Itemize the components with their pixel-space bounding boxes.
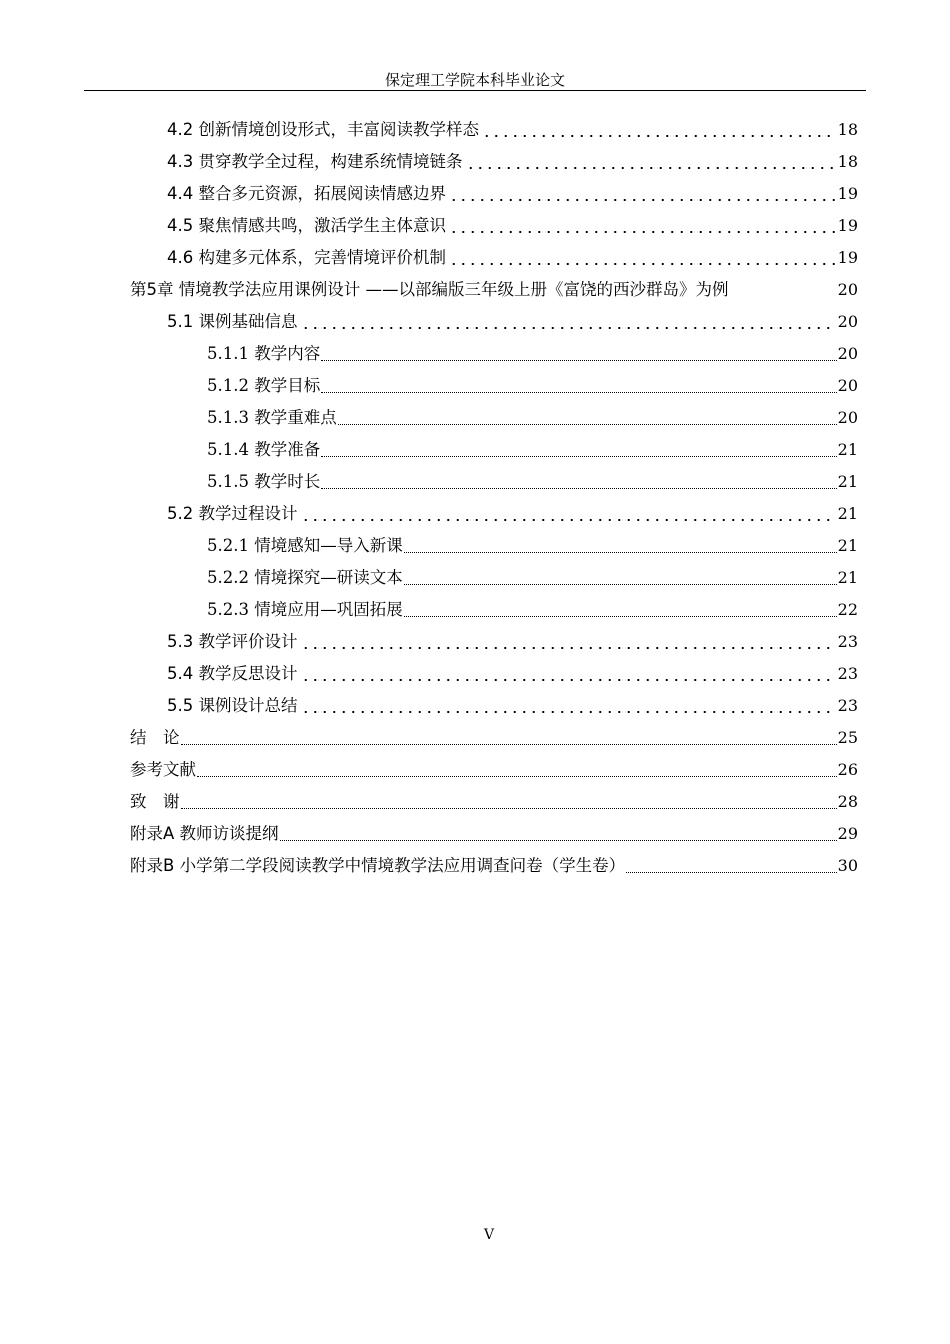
toc-leader-dots <box>298 306 838 338</box>
toc-entry-title: 5.1 课例基础信息 <box>167 312 298 331</box>
toc-entry[interactable] <box>0 658 858 690</box>
toc-page-number: 20 <box>837 408 858 427</box>
toc-page-number: 19 <box>837 184 858 203</box>
toc-entry-title: 附录A 教师访谈提纲 <box>130 824 279 843</box>
header-rule <box>84 90 866 91</box>
toc-entry[interactable] <box>0 690 858 722</box>
toc-entry-title: 4.5 聚焦情感共鸣，激活学生主体意识 <box>167 216 446 235</box>
toc-entry-title: 5.2.1 情境感知—导入新课 <box>207 536 403 555</box>
toc-entry[interactable] <box>0 594 858 626</box>
toc-page-number: 26 <box>837 760 858 779</box>
toc-entry[interactable] <box>0 498 858 530</box>
toc-page-number: 21 <box>837 504 858 523</box>
toc-page-number: 18 <box>837 120 858 139</box>
toc-leader-dots <box>279 818 838 850</box>
toc-leader-dots <box>180 786 838 818</box>
toc-leader-dots <box>446 178 838 210</box>
toc-page-number: 21 <box>837 536 858 555</box>
toc-leader-dots <box>298 658 838 690</box>
toc-entry[interactable] <box>0 402 858 434</box>
toc-page-number: 25 <box>837 728 858 747</box>
toc-leader-dots <box>403 562 838 594</box>
toc-entry-title: 附录B 小学第二学段阅读教学中情境教学法应用调查问卷（学生卷） <box>130 856 626 875</box>
toc-entry-title: 5.2 教学过程设计 <box>167 504 298 523</box>
toc-entry[interactable] <box>0 754 858 786</box>
toc-entry[interactable] <box>0 466 858 498</box>
toc-entry-title: 参考文献 <box>130 760 196 779</box>
toc-entry[interactable] <box>0 850 858 882</box>
toc-page-number: 19 <box>837 248 858 267</box>
toc-entry-title: 5.3 教学评价设计 <box>167 632 298 651</box>
toc-page-number: 22 <box>837 600 858 619</box>
toc-entry-title: 5.1.4 教学准备 <box>207 440 321 459</box>
toc-leader-dots <box>337 402 838 434</box>
toc-page-number: 29 <box>837 824 858 843</box>
toc-page-number: 21 <box>837 568 858 587</box>
toc-entry[interactable] <box>0 178 858 210</box>
toc-entry[interactable] <box>0 210 858 242</box>
toc-leader-dots <box>196 754 838 786</box>
toc-entry[interactable] <box>0 562 858 594</box>
toc-entry[interactable] <box>0 306 858 338</box>
toc-page-number: 23 <box>837 632 858 651</box>
toc-leader-dots <box>320 338 837 370</box>
toc-leader-dots <box>298 690 838 722</box>
toc-leader-dots <box>298 498 838 530</box>
toc-leader-dots <box>403 530 838 562</box>
toc-entry-title: 5.1.2 教学目标 <box>207 376 321 395</box>
toc-entry-title: 5.4 教学反思设计 <box>167 664 298 683</box>
toc-entry-title: 5.2.2 情境探究—研读文本 <box>207 568 403 587</box>
toc-page-number: 20 <box>837 344 858 363</box>
toc-entry-title: 4.6 构建多元体系，完善情境评价机制 <box>167 248 446 267</box>
toc-leader-dots <box>180 722 838 754</box>
toc-page-number: 20 <box>837 280 858 299</box>
toc-entry-title: 5.1.3 教学重难点 <box>207 408 337 427</box>
toc-leader-dots <box>625 850 838 882</box>
toc-entry-title: 5.2.3 情境应用—巩固拓展 <box>207 600 403 619</box>
toc-entry-title: 5.1.5 教学时长 <box>207 472 321 491</box>
page-number: V <box>483 1227 495 1243</box>
toc-entry[interactable] <box>0 274 858 306</box>
toc-page-number: 21 <box>837 440 858 459</box>
toc-entry-title: 致 谢 <box>130 792 180 811</box>
toc-leader-dots <box>729 274 838 306</box>
toc-entry-title: 第5章 情境教学法应用课例设计 ——以部编版三年级上册《富饶的西沙群岛》为例 <box>130 280 729 299</box>
toc-entry-title: 4.2 创新情境创设形式，丰富阅读教学样态 <box>167 120 479 139</box>
toc-page-number: 30 <box>837 856 858 875</box>
toc-page-number: 23 <box>837 696 858 715</box>
toc-entry[interactable] <box>0 530 858 562</box>
toc-leader-dots <box>446 242 838 274</box>
toc-leader-dots <box>320 466 837 498</box>
toc-entry[interactable] <box>0 146 858 178</box>
toc-leader-dots <box>320 434 837 466</box>
toc-entry[interactable] <box>0 722 858 754</box>
toc-leader-dots <box>479 114 838 146</box>
toc-entry[interactable] <box>0 786 858 818</box>
toc-page-number: 23 <box>837 664 858 683</box>
toc-entry-title: 4.3 贯穿教学全过程，构建系统情境链条 <box>167 152 463 171</box>
toc-entry[interactable] <box>0 434 858 466</box>
toc-page-number: 20 <box>837 376 858 395</box>
toc-entry[interactable] <box>0 338 858 370</box>
toc-page-number: 28 <box>837 792 858 811</box>
toc-entry-title: 结 论 <box>130 728 180 747</box>
toc-page-number: 19 <box>837 216 858 235</box>
toc-entry-title: 5.1.1 教学内容 <box>207 344 321 363</box>
toc-leader-dots <box>446 210 838 242</box>
toc-entry[interactable] <box>0 370 858 402</box>
toc-entry[interactable] <box>0 242 858 274</box>
running-header: 保定理工学院本科毕业论文 <box>384 71 565 89</box>
toc-entry[interactable] <box>0 818 858 850</box>
toc-entry-title: 4.4 整合多元资源，拓展阅读情感边界 <box>167 184 446 203</box>
toc-leader-dots <box>463 146 838 178</box>
toc-entry[interactable] <box>0 114 858 146</box>
toc-page-number: 18 <box>837 152 858 171</box>
toc-page-number: 20 <box>837 312 858 331</box>
toc-entry[interactable] <box>0 626 858 658</box>
toc-entry-title: 5.5 课例设计总结 <box>167 696 298 715</box>
toc-leader-dots <box>403 594 838 626</box>
toc-leader-dots <box>298 626 838 658</box>
toc-page-number: 21 <box>837 472 858 491</box>
table-of-contents <box>0 114 950 882</box>
toc-leader-dots <box>320 370 837 402</box>
